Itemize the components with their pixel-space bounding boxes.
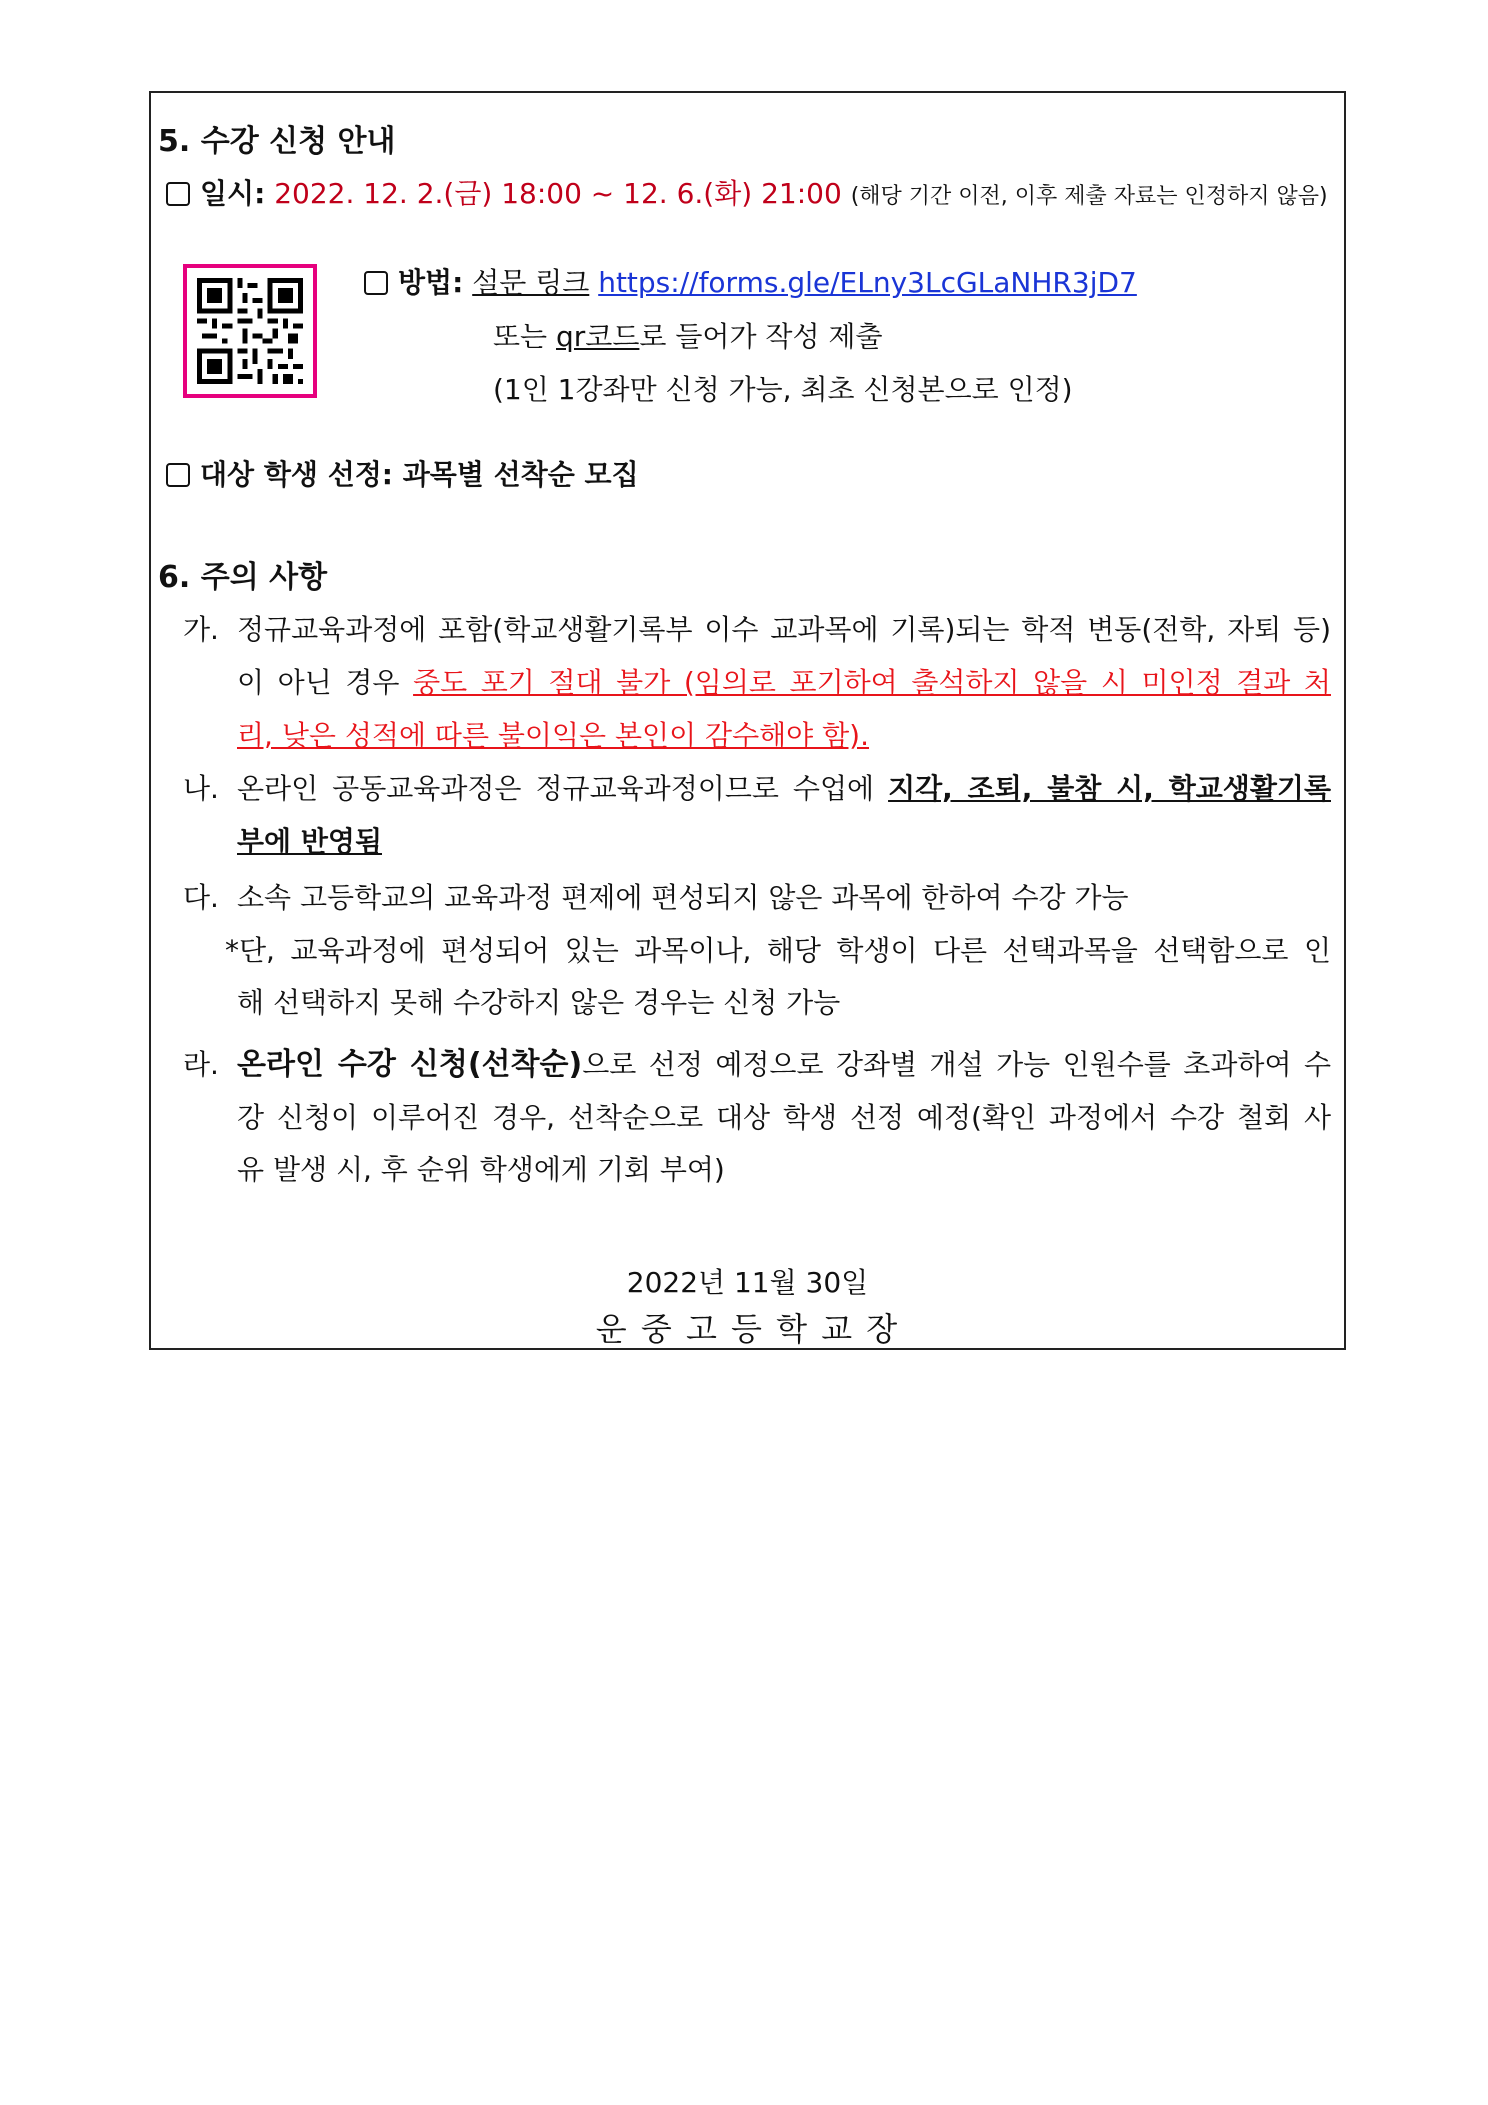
section6-heading: 6. 주의 사항 [158, 560, 328, 595]
issue-date: 2022년 11월 30일 [626, 1266, 869, 1299]
item-na-line1 [237, 771, 1331, 807]
item-da-line1: 소속 고등학교의 교육과정 편제에 편성되지 않은 과목에 한하여 수강 가능 [237, 881, 1129, 914]
item-ra-line3: 유 발생 시, 후 순위 학생에게 기회 부여) [237, 1153, 725, 1186]
date-value: 2022. 12. 2.(금) 18:00 ~ 12. 6.(화) 21:00 [274, 177, 842, 210]
checkbox-icon [166, 182, 190, 206]
date-row [166, 176, 1328, 215]
item-ga-warning: 중도 포기 절대 불가 (임의로 포기하여 출석하지 않을 시 미인정 결과 처 [413, 666, 1331, 699]
item-ra-emphasis: 온라인 수강 신청(선착순) [237, 1047, 583, 1082]
item-da-line2: *단, 교육과정에 편성되어 있는 과목이나, 해당 학생이 다른 선택과목을 선택함으로 인 [225, 934, 1331, 967]
method-text: 설문 링크 [472, 266, 590, 299]
item-na-marker: 나. [183, 772, 219, 805]
checkbox-icon [166, 463, 190, 487]
item-na-line2: 부에 반영됨 [237, 825, 382, 858]
method-line2-prefix: 또는 [493, 320, 548, 353]
item-ra-line1 [237, 1047, 1331, 1083]
item-ga-line3: 리, 낮은 성적에 따른 불이익은 본인이 감수해야 함). [237, 719, 869, 752]
item-ra-line2: 강 신청이 이루어진 경우, 선착순으로 대상 학생 선정 예정(확인 과정에서 수강 철회 사 [237, 1101, 1331, 1134]
method-line3: (1인 1강좌만 신청 가능, 최초 신청본으로 인정) [493, 373, 1073, 406]
method-line2-suffix: 로 들어가 작성 제출 [639, 320, 883, 353]
method-label: 방법: [398, 266, 464, 299]
qr-code-text: qr코드 [556, 320, 640, 353]
item-ga-line1: 정규교육과정에 포함(학교생활기록부 이수 교과목에 기록)되는 학적 변동(전학, 자퇴 등) [237, 613, 1331, 646]
qr-code-icon[interactable] [183, 264, 317, 398]
item-da-line3: 해 선택하지 못해 수강하지 않은 경우는 신청 가능 [237, 986, 841, 1019]
selection-row [166, 457, 639, 493]
item-na-emphasis: 지각, 조퇴, 불참 시, 학교생활기록 [888, 772, 1331, 805]
checkbox-icon [364, 271, 388, 295]
date-note: (해당 기간 이전, 이후 제출 자료는 인정하지 않음) [850, 184, 1328, 209]
item-na-line1-prefix: 온라인 공동교육과정은 정규교육과정이므로 수업에 [237, 772, 875, 805]
date-label: 일시: [200, 177, 266, 210]
selection-label: 대상 학생 선정: 과목별 선착순 모집 [200, 458, 639, 491]
item-da-marker: 다. [183, 881, 219, 914]
principal-signature: 운 중 고 등 학 교 장 [595, 1310, 900, 1348]
item-ga-line2-prefix: 이 아닌 경우 [237, 666, 400, 699]
section5-heading: 5. 수강 신청 안내 [158, 124, 396, 159]
item-ga-line2 [237, 665, 1331, 701]
survey-link[interactable]: https://forms.gle/ELny3LcGLaNHR3jD7 [598, 266, 1137, 299]
item-ga-marker: 가. [183, 613, 219, 646]
item-ra-marker: 라. [183, 1048, 219, 1081]
method-row [364, 265, 1137, 301]
method-line2 [493, 319, 883, 355]
item-ra-line1-rest: 으로 선정 예정으로 강좌별 개설 가능 인원수를 초과하여 수 [582, 1048, 1331, 1081]
